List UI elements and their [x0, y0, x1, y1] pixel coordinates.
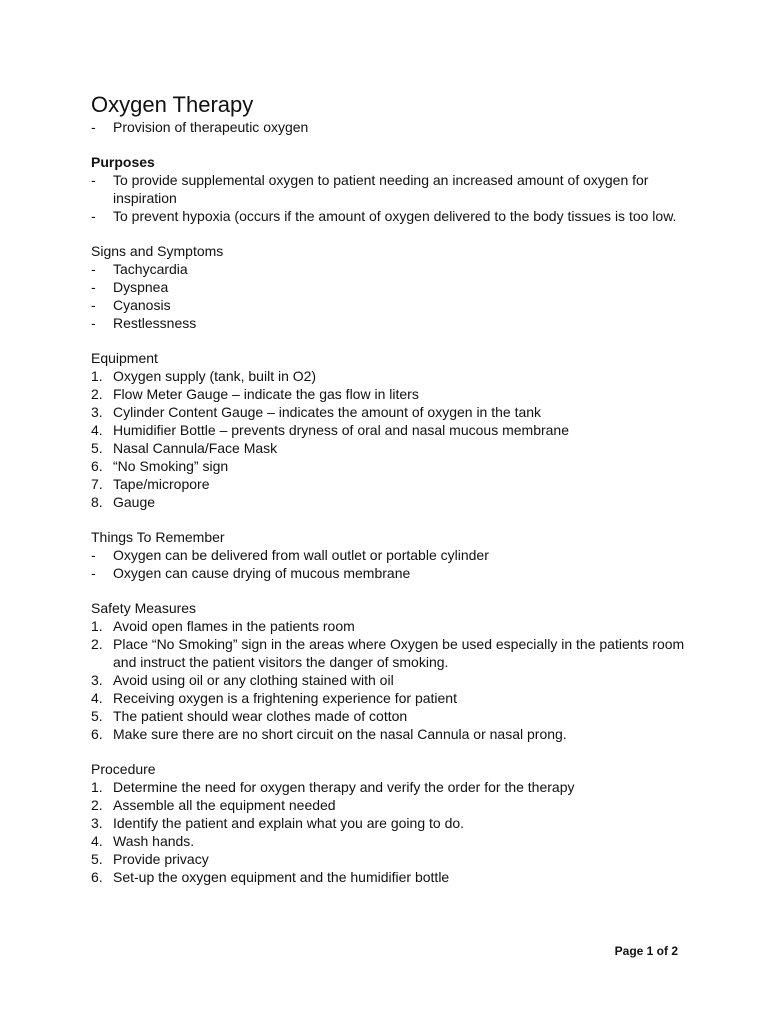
list-item-text: Avoid open flames in the patients room — [113, 618, 355, 634]
sections-container — [91, 153, 691, 886]
number-marker: 2. — [91, 797, 103, 813]
list-item — [91, 868, 691, 886]
list-item-text: To provide supplemental oxygen to patient needing an increased amount of oxygen for inspiration — [113, 172, 649, 206]
list-item-text: Determine the need for oxygen therapy and verify the order for the therapy — [113, 779, 575, 795]
section-heading: Equipment — [91, 350, 158, 366]
list-item-text: Provide privacy — [113, 851, 209, 867]
dash-marker: - — [91, 315, 96, 331]
dash-marker: - — [91, 208, 96, 224]
subtitle-list — [91, 118, 691, 136]
list-item — [91, 171, 691, 207]
list-item-text: Place “No Smoking” sign in the areas where Oxygen be used especially in the patients room and instruct the patient visitors the danger of smoking. — [113, 636, 685, 670]
list-item — [91, 814, 691, 832]
document-page — [91, 92, 691, 886]
number-marker: 2. — [91, 386, 103, 402]
list-item-text: Provision of therapeutic oxygen — [113, 119, 309, 135]
list-item-text: Cyanosis — [113, 297, 171, 313]
number-marker: 8. — [91, 494, 103, 510]
list-item — [91, 617, 691, 635]
list-item-text: Assemble all the equipment needed — [113, 797, 336, 813]
list-item-text: Tachycardia — [113, 261, 188, 277]
list-item-text: Dyspnea — [113, 279, 169, 295]
list-item-text: Tape/micropore — [113, 476, 210, 492]
list-item — [91, 493, 691, 511]
list-item-text: “No Smoking” sign — [113, 458, 229, 474]
list-item — [91, 385, 691, 403]
dash-marker: - — [91, 261, 96, 277]
number-marker: 1. — [91, 618, 103, 634]
list-item-text: Flow Meter Gauge – indicate the gas flow in liters — [113, 386, 419, 402]
dash-marker: - — [91, 279, 96, 295]
list-item-text: Receiving oxygen is a frightening experience for patient — [113, 690, 457, 706]
list-item — [91, 260, 691, 278]
list-item — [91, 725, 691, 743]
list-item — [91, 314, 691, 332]
number-marker: 6. — [91, 458, 103, 474]
number-marker: 6. — [91, 726, 103, 742]
list-item — [91, 796, 691, 814]
number-marker: 5. — [91, 708, 103, 724]
list-item — [91, 564, 691, 582]
section-procedure — [91, 760, 691, 886]
list-item — [91, 850, 691, 868]
list-item — [91, 475, 691, 493]
list-item-text: Avoid using oil or any clothing stained with oil — [113, 672, 394, 688]
list-item — [91, 118, 691, 136]
number-marker: 3. — [91, 404, 103, 420]
list-item — [91, 832, 691, 850]
number-marker: 5. — [91, 440, 103, 456]
number-marker: 1. — [91, 368, 103, 384]
list-item-text: Cylinder Content Gauge – indicates the amount of oxygen in the tank — [113, 404, 542, 420]
list-item-text: Gauge — [113, 494, 156, 510]
list-item-text: Wash hands. — [113, 833, 195, 849]
list-item — [91, 403, 691, 421]
list-item — [91, 671, 691, 689]
section-things-to-remember — [91, 528, 691, 582]
list-item — [91, 778, 691, 796]
list-item — [91, 457, 691, 475]
dash-marker: - — [91, 297, 96, 313]
list-item-text: Humidifier Bottle – prevents dryness of oral and nasal mucous membrane — [113, 422, 569, 438]
number-marker: 7. — [91, 476, 103, 492]
list-item — [91, 707, 691, 725]
number-marker: 4. — [91, 833, 103, 849]
dash-marker: - — [91, 565, 96, 581]
list-item — [91, 546, 691, 564]
list-item — [91, 278, 691, 296]
number-marker: 6. — [91, 869, 103, 885]
number-marker: 1. — [91, 779, 103, 795]
list-item — [91, 296, 691, 314]
list-item-text: To prevent hypoxia (occurs if the amount of oxygen delivered to the body tissues is too low. — [113, 208, 677, 224]
number-marker: 5. — [91, 851, 103, 867]
section-heading: Safety Measures — [91, 600, 197, 616]
list-item-text: Oxygen supply (tank, built in O2) — [113, 368, 317, 384]
list-item — [91, 439, 691, 457]
page-number: Page 1 of 2 — [614, 944, 678, 958]
list-item — [91, 421, 691, 439]
list-item — [91, 367, 691, 385]
number-marker: 4. — [91, 690, 103, 706]
list-item-text: Identify the patient and explain what you are going to do. — [113, 815, 465, 831]
list-item-text: The patient should wear clothes made of cotton — [113, 708, 408, 724]
list-item — [91, 689, 691, 707]
dash-marker: - — [91, 119, 96, 135]
number-marker: 3. — [91, 815, 103, 831]
section-heading: Signs and Symptoms — [91, 243, 224, 259]
section-purposes — [91, 153, 691, 225]
number-marker: 4. — [91, 422, 103, 438]
list-item-text: Oxygen can cause drying of mucous membrane — [113, 565, 411, 581]
list-item-text: Nasal Cannula/Face Mask — [113, 440, 278, 456]
list-item — [91, 207, 691, 225]
section-safety-measures — [91, 599, 691, 743]
list-item-text: Set-up the oxygen equipment and the humidifier bottle — [113, 869, 450, 885]
document-title: Oxygen Therapy — [91, 92, 254, 117]
list-item — [91, 635, 691, 671]
list-item-text: Make sure there are no short circuit on the nasal Cannula or nasal prong. — [113, 726, 567, 742]
list-item-text: Restlessness — [113, 315, 197, 331]
dash-marker: - — [91, 547, 96, 563]
section-signs-and-symptoms — [91, 242, 691, 332]
section-equipment — [91, 349, 691, 511]
dash-marker: - — [91, 172, 96, 188]
list-item-text: Oxygen can be delivered from wall outlet or portable cylinder — [113, 547, 489, 563]
section-heading: Things To Remember — [91, 529, 225, 545]
section-heading: Procedure — [91, 761, 156, 777]
number-marker: 3. — [91, 672, 103, 688]
number-marker: 2. — [91, 636, 103, 652]
section-heading: Purposes — [91, 154, 155, 170]
